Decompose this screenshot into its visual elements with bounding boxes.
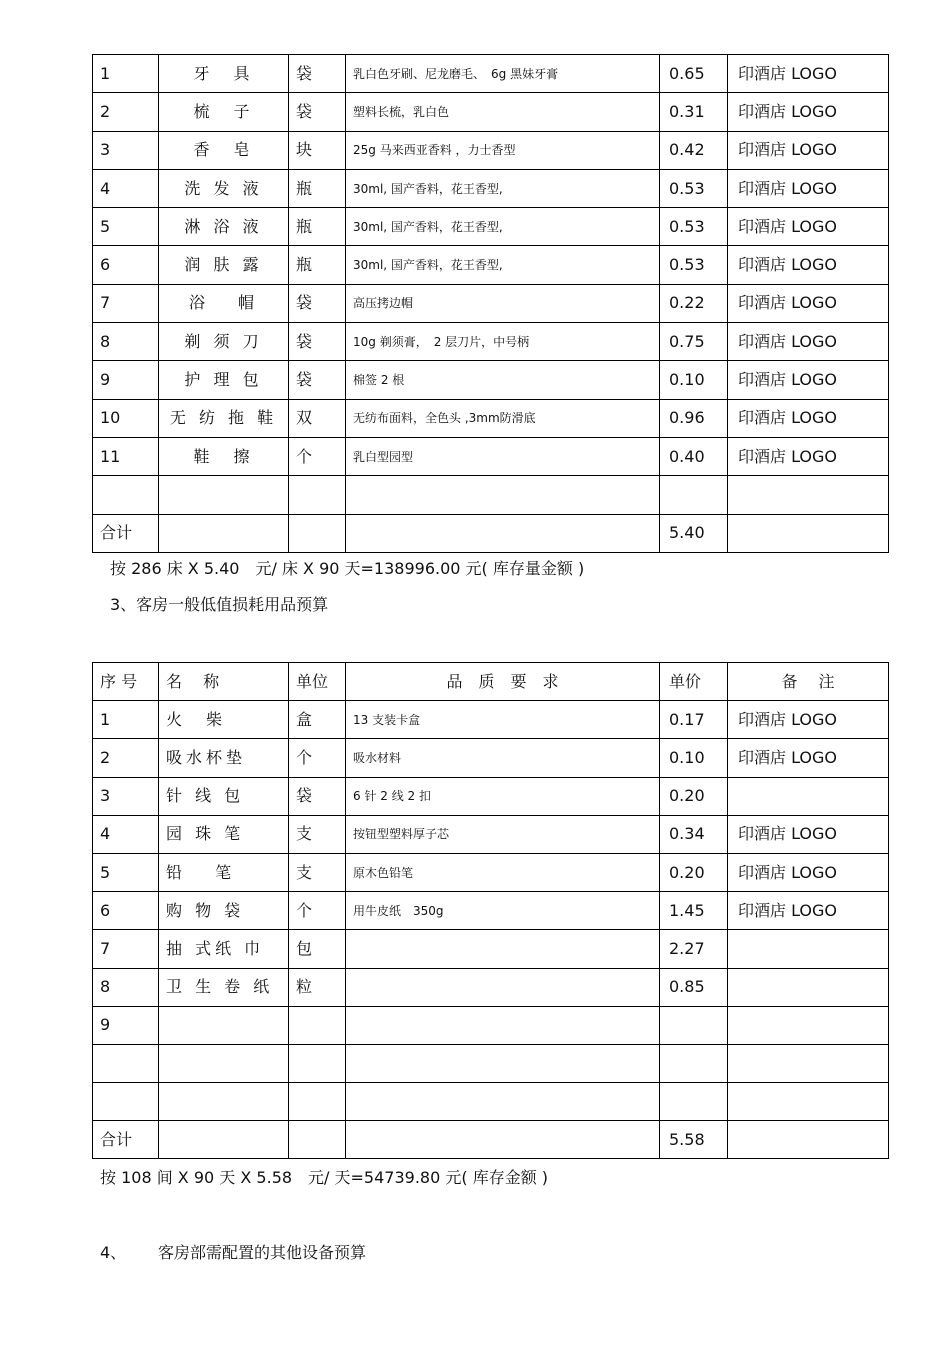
cell-unit: 块 [289,131,346,169]
cell-price: 5.40 [660,514,728,552]
cell-price: 0.53 [660,208,728,246]
cell-note [728,1044,889,1082]
cell-no: 合计 [93,1121,159,1159]
cell-price: 0.22 [660,284,728,322]
cell-unit: 袋 [289,361,346,399]
cell-unit: 袋 [289,93,346,131]
cell-unit [289,1121,346,1159]
table-row [93,55,889,93]
header-unit: 单位 [289,663,346,701]
cell-no: 4 [93,815,159,853]
table-row [93,853,889,891]
cell-note [728,476,889,514]
cell-price: 0.53 [660,246,728,284]
cell-no: 3 [93,131,159,169]
cell-note [728,1083,889,1121]
cell-no [93,1044,159,1082]
cell-note: 印酒店 LOGO [728,815,889,853]
cell-no: 合计 [93,514,159,552]
cell-no: 2 [93,93,159,131]
cell-note [728,930,889,968]
cell-note: 印酒店 LOGO [728,399,889,437]
cell-no: 10 [93,399,159,437]
cell-unit: 支 [289,815,346,853]
cell-price: 0.53 [660,169,728,207]
cell-no: 5 [93,853,159,891]
cell-note: 印酒店 LOGO [728,892,889,930]
cell-quality [346,514,660,552]
cell-price: 0.20 [660,853,728,891]
cell-unit [289,514,346,552]
cell-note: 印酒店 LOGO [728,323,889,361]
cell-no: 11 [93,437,159,475]
header-quality: 品 质 要 求 [346,663,660,701]
cell-no: 7 [93,930,159,968]
cell-unit: 双 [289,399,346,437]
cell-name: 火 柴 [159,701,289,739]
cell-quality [346,968,660,1006]
table-row [93,246,889,284]
cell-unit: 包 [289,930,346,968]
table-row [93,892,889,930]
cell-unit: 袋 [289,284,346,322]
table-row [93,930,889,968]
cell-name: 护 理 包 [159,361,289,399]
cell-note: 印酒店 LOGO [728,131,889,169]
cell-name: 润 肤 露 [159,246,289,284]
cell-name: 吸水杯垫 [159,739,289,777]
cell-name: 无 纺 拖 鞋 [159,399,289,437]
cell-name: 淋 浴 液 [159,208,289,246]
cell-quality: 乳白色牙刷、尼龙磨毛、 6g 黑妹牙膏 [346,55,660,93]
cell-unit: 瓶 [289,208,346,246]
table-row [93,1121,889,1159]
section-4-title: 客房部需配置的其他设备预算 [158,1243,367,1262]
cell-note: 印酒店 LOGO [728,246,889,284]
cell-name: 铅 笔 [159,853,289,891]
cell-quality [346,930,660,968]
cell-name [159,1044,289,1082]
cell-quality [346,476,660,514]
consumables-footnote: 按 108 间 X 90 天 X 5.58 元/ 天=54739.80 元( 库存金额 ) [100,1168,549,1187]
table-row [93,93,889,131]
cell-price [660,1006,728,1044]
cell-name: 梳 子 [159,93,289,131]
cell-price: 0.42 [660,131,728,169]
cell-no: 6 [93,892,159,930]
cell-no: 2 [93,739,159,777]
cell-name [159,476,289,514]
cell-no [93,476,159,514]
amenities-footnote: 按 286 床 X 5.40 元/ 床 X 90 天=138996.00 元( 库存量金额 ) [110,559,585,578]
cell-note: 印酒店 LOGO [728,853,889,891]
cell-no: 3 [93,777,159,815]
cell-name [159,1083,289,1121]
cell-name [159,514,289,552]
cell-quality: 用牛皮纸 350g [346,892,660,930]
cell-name: 洗 发 液 [159,169,289,207]
cell-price: 0.65 [660,55,728,93]
cell-price: 0.10 [660,739,728,777]
cell-quality: 按钮型塑料厚子芯 [346,815,660,853]
table-row [93,739,889,777]
cell-name: 抽 式纸 巾 [159,930,289,968]
cell-no: 7 [93,284,159,322]
cell-quality: 30ml, 国产香料，花王香型, [346,246,660,284]
table-row [93,437,889,475]
cell-unit [289,476,346,514]
cell-quality: 原木色铅笔 [346,853,660,891]
cell-name: 购 物 袋 [159,892,289,930]
table-row [93,514,889,552]
cell-unit [289,1083,346,1121]
cell-price [660,1083,728,1121]
cell-no: 8 [93,968,159,1006]
cell-quality: 30ml, 国产香料，花王香型, [346,169,660,207]
section-3-title: 3、客房一般低值损耗用品预算 [110,595,329,614]
cell-unit: 袋 [289,323,346,361]
cell-unit: 袋 [289,55,346,93]
cell-price [660,1044,728,1082]
cell-price: 2.27 [660,930,728,968]
cell-price: 0.10 [660,361,728,399]
cell-note: 印酒店 LOGO [728,55,889,93]
cell-unit [289,1006,346,1044]
cell-quality: 塑料长梳，乳白色 [346,93,660,131]
table-row [93,169,889,207]
section-4-number: 4、 [100,1243,127,1262]
cell-unit: 瓶 [289,246,346,284]
cell-note [728,968,889,1006]
cell-name: 剃 须 刀 [159,323,289,361]
table-row [93,1083,889,1121]
cell-quality: 10g 剃须膏， 2 层刀片，中号柄 [346,323,660,361]
cell-note [728,1121,889,1159]
cell-quality: 吸水材料 [346,739,660,777]
cell-price: 0.85 [660,968,728,1006]
table-row [93,208,889,246]
cell-price: 5.58 [660,1121,728,1159]
cell-price: 0.34 [660,815,728,853]
cell-no: 1 [93,701,159,739]
cell-name [159,1006,289,1044]
cell-quality [346,1121,660,1159]
table-row [93,777,889,815]
cell-note: 印酒店 LOGO [728,208,889,246]
cell-unit: 个 [289,437,346,475]
cell-price [660,476,728,514]
cell-quality: 无纺布面料，全色头 ,3mm防滑底 [346,399,660,437]
amenities-table [92,54,889,553]
cell-quality [346,1044,660,1082]
cell-no: 1 [93,55,159,93]
cell-price: 0.96 [660,399,728,437]
cell-name: 香 皂 [159,131,289,169]
cell-name [159,1121,289,1159]
cell-unit: 个 [289,892,346,930]
cell-unit: 瓶 [289,169,346,207]
cell-note: 印酒店 LOGO [728,361,889,399]
cell-quality: 棉签 2 根 [346,361,660,399]
table-row [93,399,889,437]
cell-price: 1.45 [660,892,728,930]
cell-note [728,777,889,815]
cell-no [93,1083,159,1121]
cell-unit: 支 [289,853,346,891]
cell-no: 6 [93,246,159,284]
cell-name: 针 线 包 [159,777,289,815]
header-no: 序 号 [93,663,159,701]
cell-no: 9 [93,1006,159,1044]
cell-quality: 13 支装卡盒 [346,701,660,739]
cell-note: 印酒店 LOGO [728,169,889,207]
cell-note [728,514,889,552]
cell-note: 印酒店 LOGO [728,437,889,475]
cell-name: 卫 生 卷 纸 [159,968,289,1006]
header-note: 备 注 [728,663,889,701]
cell-price: 0.75 [660,323,728,361]
cell-no: 5 [93,208,159,246]
cell-name: 牙 具 [159,55,289,93]
cell-no: 4 [93,169,159,207]
cell-quality: 6 针 2 线 2 扣 [346,777,660,815]
cell-unit: 个 [289,739,346,777]
table-row [93,1006,889,1044]
cell-no: 8 [93,323,159,361]
cell-note: 印酒店 LOGO [728,93,889,131]
cell-name: 浴 帽 [159,284,289,322]
cell-unit: 袋 [289,777,346,815]
cell-quality [346,1083,660,1121]
header-name: 名 称 [159,663,289,701]
table-row [93,701,889,739]
cell-note: 印酒店 LOGO [728,701,889,739]
cell-note: 印酒店 LOGO [728,739,889,777]
table-row [93,361,889,399]
cell-quality: 高压拷边帽 [346,284,660,322]
cell-price: 0.20 [660,777,728,815]
cell-name: 园 珠 笔 [159,815,289,853]
cell-quality: 25g 马来西亚香料 ，力士香型 [346,131,660,169]
table-row [93,968,889,1006]
cell-price: 0.40 [660,437,728,475]
cell-note [728,1006,889,1044]
cell-unit: 粒 [289,968,346,1006]
table-row [93,1044,889,1082]
cell-price: 0.17 [660,701,728,739]
table-row [93,323,889,361]
cell-price: 0.31 [660,93,728,131]
cell-note: 印酒店 LOGO [728,284,889,322]
table-row [93,476,889,514]
table-row [93,131,889,169]
header-price: 单价 [660,663,728,701]
table-header-row [93,663,889,701]
cell-unit [289,1044,346,1082]
cell-quality: 30ml, 国产香料，花王香型, [346,208,660,246]
cell-unit: 盒 [289,701,346,739]
cell-quality: 乳白型园型 [346,437,660,475]
cell-quality [346,1006,660,1044]
table-row [93,815,889,853]
table-row [93,284,889,322]
cell-no: 9 [93,361,159,399]
cell-name: 鞋 擦 [159,437,289,475]
consumables-table [92,662,889,1159]
